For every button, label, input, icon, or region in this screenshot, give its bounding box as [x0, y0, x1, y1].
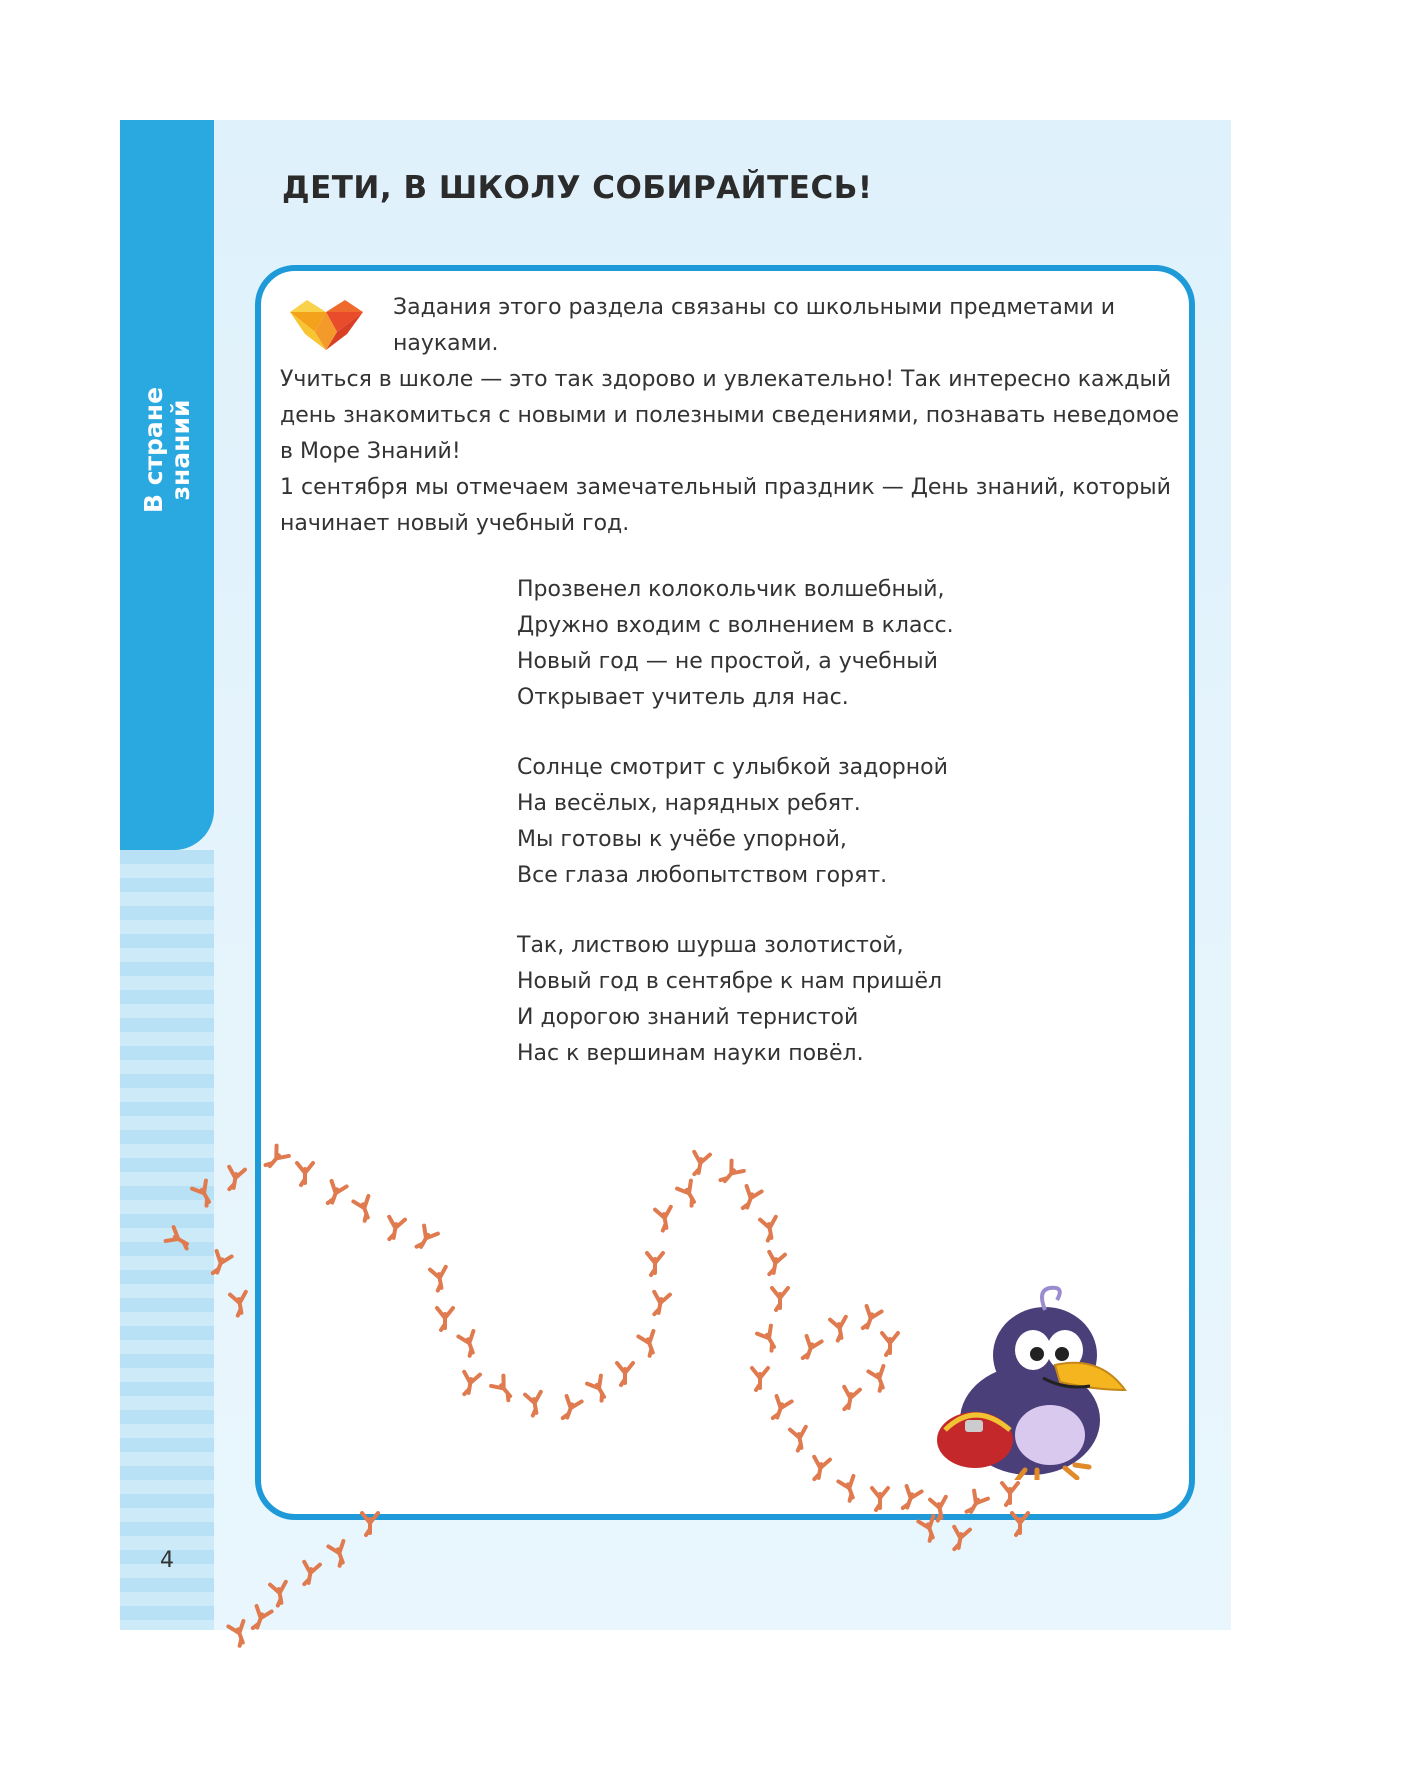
- poem-line: Новый год — не простой, а учебный: [517, 649, 938, 674]
- poem-line: Прозвенел колокольчик волшебный,: [517, 577, 945, 602]
- poem-line: Так, листвою шурша золотистой,: [517, 933, 904, 958]
- crow-with-bag-icon: [925, 1270, 1155, 1480]
- intro-body: [280, 362, 1180, 542]
- poem-line: Солнце смотрит с улыбкой задорной: [517, 755, 948, 780]
- poem-line: Нас к вершинам науки повёл.: [517, 1041, 864, 1066]
- poem-line: Открывает учитель для нас.: [517, 685, 849, 710]
- poem: [517, 572, 1077, 1106]
- section-tab: [120, 120, 214, 850]
- section-tab-label: [140, 387, 194, 513]
- poem-stanza: [517, 572, 1077, 716]
- intro-lead: Задания этого раздела связаны со школьными предметами и науками.: [393, 295, 1116, 356]
- intro-paragraph-2: 1 сентября мы отмечаем замечательный праздник — День знаний, который начинает новый учебный год.: [280, 475, 1171, 536]
- side-stripes: [120, 850, 214, 1630]
- book-icon: [285, 290, 367, 352]
- poem-line: И дорогою знаний тернистой: [517, 1005, 859, 1030]
- poem-stanza: [517, 928, 1077, 1072]
- poem-stanza: [517, 750, 1077, 894]
- poem-line: Мы готовы к учёбе упорной,: [517, 827, 847, 852]
- poem-line: Новый год в сентябре к нам пришёл: [517, 969, 943, 994]
- page-title: ДЕТИ, В ШКОЛУ СОБИРАЙТЕСЬ!: [282, 170, 873, 206]
- poem-line: Дружно входим с волнением в класс.: [517, 613, 954, 638]
- section-tab-line1: В стране: [139, 386, 168, 514]
- poem-line: Все глаза любопытством горят.: [517, 863, 888, 888]
- section-tab-line2: знаний: [166, 399, 195, 501]
- page-number: 4: [160, 1548, 174, 1573]
- poem-line: На весёлых, нарядных ребят.: [517, 791, 861, 816]
- intro-paragraph-1: Учиться в школе — это так здорово и увлекательно! Так интересно каждый день знакомиться с новыми и полезными сведениями, познавать неведомое в Море Знаний!: [280, 367, 1180, 464]
